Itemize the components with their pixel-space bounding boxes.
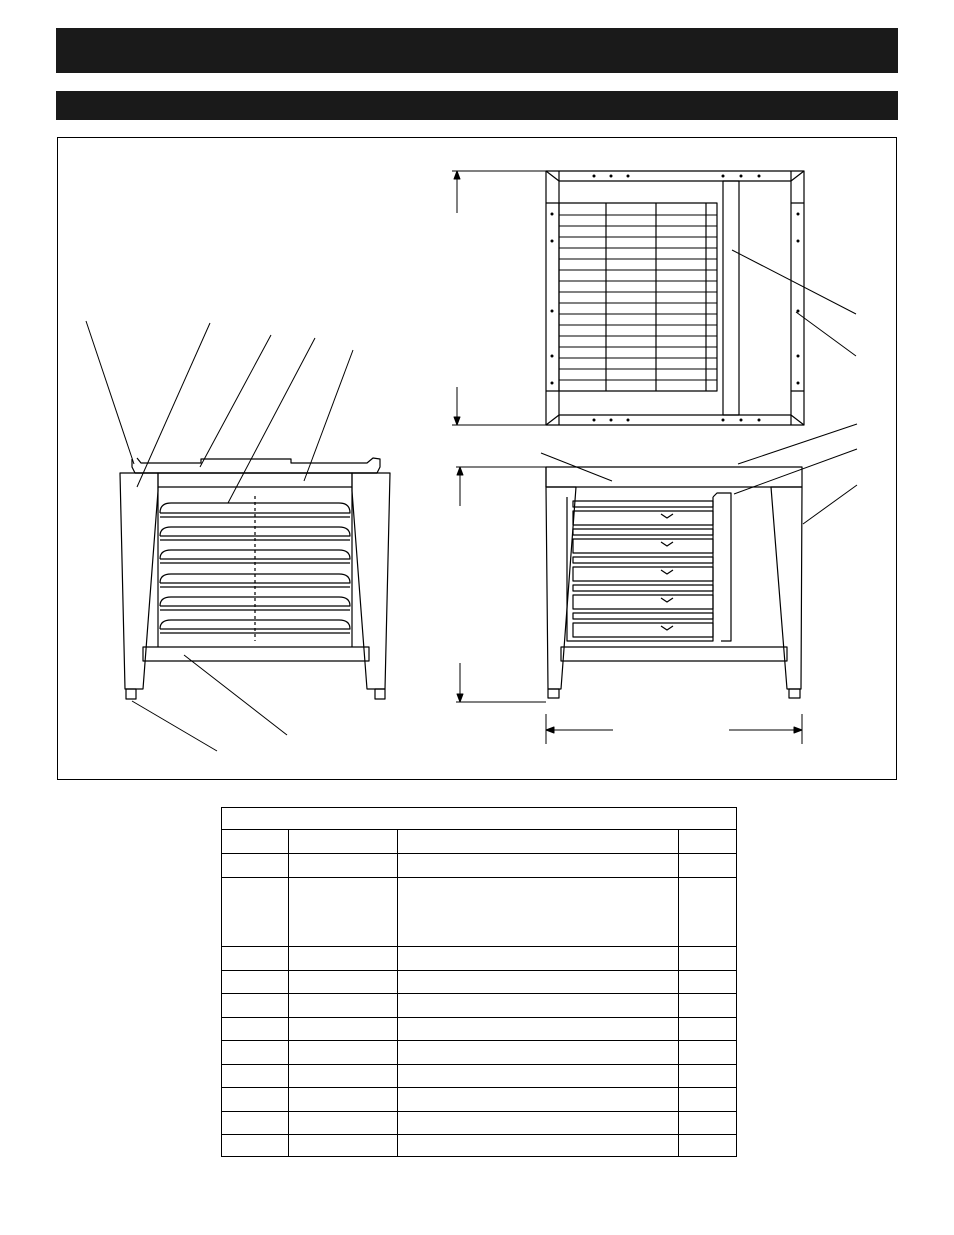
section-subtitle-bar [56, 91, 898, 120]
side-left-foot [548, 689, 559, 698]
front-right-foot [375, 689, 385, 699]
side-view [456, 424, 857, 744]
front-top-plate [132, 458, 380, 473]
top-view [452, 171, 856, 425]
top-dimension [452, 171, 546, 425]
front-left-leg [120, 473, 158, 689]
parts-table [221, 807, 737, 1157]
front-bottom-rail [143, 647, 369, 661]
side-height-dimension [456, 467, 546, 702]
side-width-dimension [546, 714, 802, 744]
assembly-figure [57, 137, 897, 780]
assembly-drawing [58, 138, 896, 779]
section-title-bar [56, 28, 898, 73]
side-right-foot [789, 689, 800, 698]
top-leaders [732, 250, 856, 356]
front-view [86, 321, 390, 751]
front-top-rail [158, 473, 352, 487]
front-right-leg [352, 473, 390, 689]
top-center-channel [723, 181, 739, 415]
front-shelves [160, 496, 350, 641]
top-rack-grid [559, 203, 717, 391]
side-leaders [541, 424, 857, 524]
side-bottom-rail [561, 647, 787, 661]
top-bolt-holes [551, 175, 800, 422]
side-shelves [567, 493, 731, 641]
front-left-foot [126, 689, 136, 699]
top-frame-outer [546, 171, 804, 425]
